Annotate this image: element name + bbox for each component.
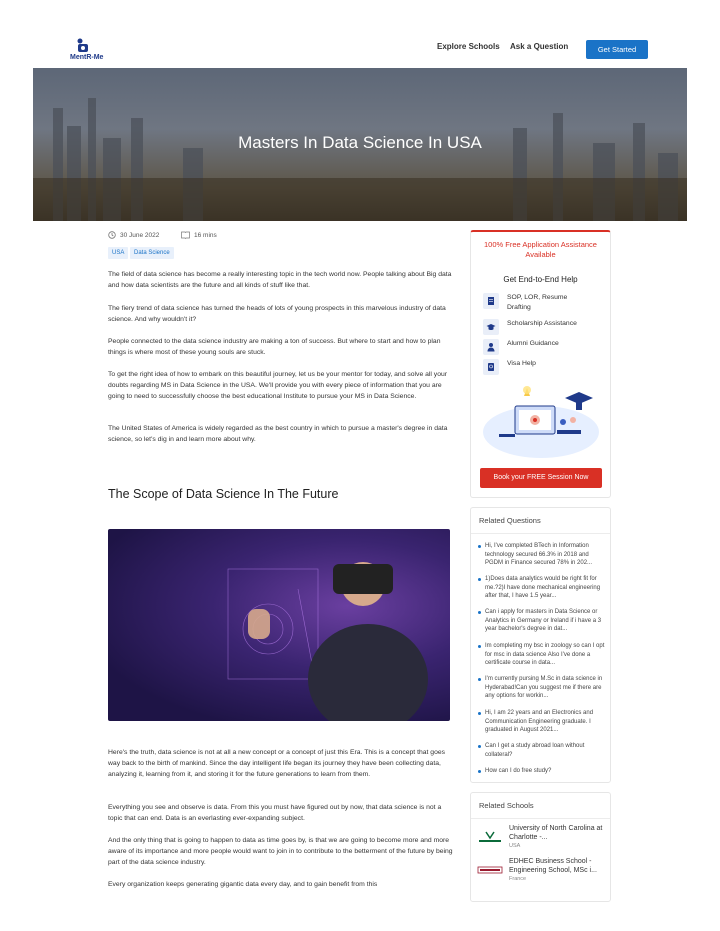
article-paragraph: The United States of America is widely regarded as the best country in which to pursue a master's degree in data science, so let's dig in and learn more about why. [108,425,448,443]
school-item[interactable] [477,857,607,882]
article-paragraph: People connected to the data science industry are making a ton of success. But where to start and how to plan things is where most of these young souls are stuck. [108,338,441,356]
article-paragraph: And the only thing that is going to happen to data as time goes by, is that we are going to become more and more aware of its importance and more people would want to join in to contribute to the betterment of the future by being part of the data science industry. [108,837,453,866]
get-started-button[interactable]: Get Started [586,40,648,59]
site-header [0,0,720,68]
question-text: I'm currently pursing M.Sc in data science in Hyderabad!Can you suggest me if there are any options for workin... [485,676,603,699]
bullet-icon [478,678,481,681]
site-logo[interactable] [70,38,110,64]
related-schools-card [470,792,611,902]
assistance-card [470,230,611,498]
help-item-alumni [483,339,559,355]
help-item-visa [483,359,536,375]
bullet-icon [478,745,481,748]
article-paragraph: To get the right idea of how to embark on this beautiful journey, let us be your mentor for today, and solve all your doubts regarding MS in Data Science in the USA. We'll provide you with every piece of information that you are going to need to successfully choose the best educational Institute to pursue your MS in Data Science. [108,371,448,400]
bullet-icon [478,645,481,648]
help-item-label: SOP, LOR, Resume Drafting [507,294,568,311]
school-name: EDHEC Business School - Engineering School, MSc i... [509,858,597,874]
passport-icon [483,359,499,375]
question-item[interactable] [478,542,605,568]
question-text: Im completing my bsc in zoology so can I opt for msc in data science Also I've done a certificate course in data... [485,643,605,666]
question-text: Hi, I've completed BTech in Information technology secured 66.3% in 2018 and PGDM in Finance secured 78% in 202... [485,543,593,566]
vr-headset-image [108,529,450,721]
read-time-text: 16 mins [194,231,217,239]
bullet-icon [478,611,481,614]
hero-banner [33,68,687,221]
question-text: 1)Does data analytics would be right fit for me.?2)I have done mechanical engineering after that, I have 1.5 year... [485,576,601,599]
page-title: Masters In Data Science In USA [238,133,482,152]
help-item-scholarship [483,319,577,335]
article-paragraph: Every organization keeps generating gigantic data every day, and to gain benefit from this [108,881,378,888]
help-item-label: Scholarship Assistance [507,320,577,327]
article-paragraph: The field of data science has become a really interesting topic in the tech world now. People talking about Big data and how data scientists are the future and all kinds of stuff like that. [108,271,452,289]
nav-explore-schools[interactable]: Explore Schools [437,42,500,51]
logo-text: MentR-Me [70,54,104,61]
book-session-button[interactable]: Book your FREE Session Now [480,468,602,488]
document-icon [483,293,499,309]
assistance-subheading: Get End-to-End Help [503,275,578,284]
article-paragraph: Everything you see and observe is data. From this you must have figured out by now, that data science is not a topic that can end. Data is an everlasting ever-expanding subject. [108,804,442,822]
unc-charlotte-logo [477,830,503,844]
divider [471,533,610,534]
help-item-label: Alumni Guidance [507,340,559,347]
help-item-sop [483,293,569,313]
clock-icon [108,231,116,239]
question-item[interactable] [478,742,605,759]
bullet-icon [478,578,481,581]
question-item[interactable] [478,575,605,601]
question-item[interactable] [478,608,605,634]
article-read-time [181,231,217,239]
person-icon [483,339,499,355]
bullet-icon [478,545,481,548]
divider [471,818,610,819]
school-name: University of North Carolina at Charlotte -... [509,825,603,841]
book-icon [181,231,190,239]
assistance-heading: 100% Free Application Assistance Available [484,240,597,259]
related-questions-title: Related Questions [479,516,541,525]
question-item[interactable] [478,767,605,776]
tag-data-science[interactable]: Data Science [130,247,174,259]
article-paragraph: Here's the truth, data science is not at all a new concept or a concept of just this Era. This is a concept that goes way back to the birth of mankind. Since the day intelligent life began its journey they have been collecting data, analyzing it, learning from it, and storing it for the future generations to learn from them. [108,749,446,778]
section-heading: The Scope of Data Science In The Future [108,487,339,501]
vr-illustration [108,529,450,721]
article-date-text: 30 June 2022 [120,231,160,239]
question-item[interactable] [478,642,605,668]
school-country: France [509,876,527,882]
question-text: How can I do free study? [485,768,552,774]
related-schools-title: Related Schools [479,801,534,810]
graduation-cap-icon [483,319,499,335]
question-text: Hi, I am 22 years and an Electronics and Communication Engineering graduate. I graduated in August 2021... [485,710,594,733]
school-item[interactable] [477,824,607,849]
question-item[interactable] [478,709,605,735]
tag-usa[interactable]: USA [108,247,128,259]
question-text: Can I get a study abroad loan without collateral? [485,743,585,758]
question-item[interactable] [478,675,605,701]
article-date [108,231,159,239]
bullet-icon [478,770,481,773]
article-paragraph: The fiery trend of data science has turned the heads of lots of young prospects in this marvelous industry of data science. And why wouldn't it? [108,305,446,323]
help-item-label: Visa Help [507,360,536,367]
related-questions-card [470,507,611,783]
logo-icon [76,38,90,54]
school-country: USA [509,843,521,849]
nav-ask-question[interactable]: Ask a Question [510,42,569,51]
edhec-logo [477,863,503,877]
bullet-icon [478,712,481,715]
study-abroad-illustration [479,384,603,462]
question-text: Can i apply for masters in Data Science or Analytics in Germany or Ireland if i have a 3 year bachelor's degree in dat... [485,609,602,632]
